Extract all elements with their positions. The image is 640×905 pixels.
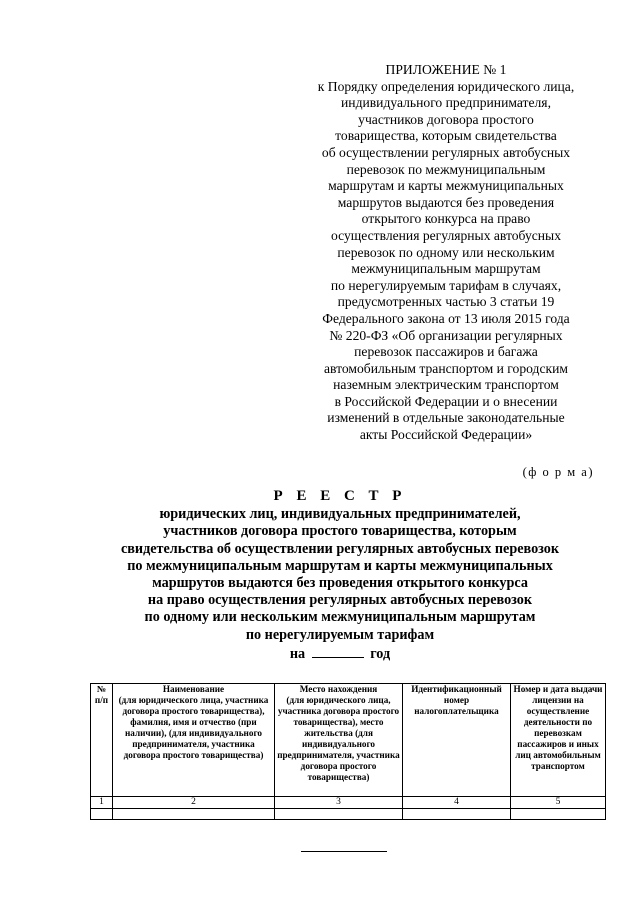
registry-title: [60, 488, 620, 663]
title-line: по межмуниципальным маршрутам и карты межмуниципальных: [127, 557, 553, 574]
appendix-line: открытого конкурса на право: [361, 211, 531, 227]
appendix-line: маршрутам и карты межмуниципальных: [328, 178, 564, 194]
appendix-header: [290, 62, 602, 444]
appendix-line: наземным электрическим транспортом: [333, 377, 559, 393]
table-cell: 4: [403, 797, 511, 809]
appendix-line: изменений в отдельные законодательные: [327, 410, 565, 426]
registry-table: [90, 683, 606, 820]
appendix-line: к Порядку определения юридического лица,: [317, 78, 575, 94]
appendix-line: в Российской Федерации и о внесении: [334, 393, 558, 409]
table-header-row: [91, 684, 606, 797]
appendix-line: перевозок пассажиров и багажа: [354, 344, 538, 360]
table-number-row: [91, 797, 606, 809]
header-location-title: Место нахождения: [299, 684, 378, 694]
table-row: [91, 809, 606, 820]
title-line: на право осуществления регулярных автобусных перевозок: [147, 592, 533, 609]
title-line: по нерегулируемым тарифам: [245, 626, 435, 643]
table-cell: 3: [275, 797, 403, 809]
table-cell: [275, 809, 403, 820]
appendix-line: Федерального закона от 13 июля 2015 года: [322, 310, 570, 326]
title-line: свидетельства об осуществлении регулярных автобусных перевозок: [120, 540, 560, 557]
appendix-line: акты Российской Федерации»: [359, 427, 533, 443]
header-license-title: Номер и дата выдачи лицензии на осуществление деятельности по перевозкам пассажиров и иных лиц автомобильным транспортом: [513, 684, 603, 771]
year-blank: [312, 644, 364, 658]
appendix-line: об осуществлении регулярных автобусных: [321, 144, 571, 160]
table-cell: [113, 809, 275, 820]
year-prefix: на: [289, 645, 306, 662]
header-location-note: (для юридического лица, участника договора простого товарищества), место жительства (для индивидуального предпринимателя, участника договора простого товарищества): [277, 695, 400, 782]
title-line: участников договора простого товарищества, которым: [163, 523, 517, 540]
table-cell: [403, 809, 511, 820]
appendix-line: осуществления регулярных автобусных: [330, 227, 561, 243]
header-name-title: Наименование: [162, 684, 225, 694]
header-number-title: № п/п: [94, 684, 109, 705]
year-suffix: год: [370, 645, 391, 662]
year-line: [60, 644, 620, 663]
appendix-line: перевозок по одному или нескольким: [337, 244, 555, 260]
appendix-line: перевозок по межмуниципальным: [346, 161, 546, 177]
header-location: [275, 684, 403, 797]
header-name: [113, 684, 275, 797]
appendix-line: по нерегулируемым тарифам в случаях,: [330, 277, 562, 293]
appendix-line: межмуниципальным маршрутам: [351, 261, 541, 277]
title-line: юридических лиц, индивидуальных предпринимателей,: [159, 506, 521, 523]
table-cell: 1: [91, 797, 113, 809]
appendix-line: предусмотренных частью 3 статьи 19: [337, 294, 555, 310]
appendix-line: ПРИЛОЖЕНИЕ № 1: [385, 62, 507, 77]
header-license: [511, 684, 606, 797]
footer-divider: [301, 851, 387, 852]
header-name-note: (для юридического лица, участника договора простого товарищества), фамилия, имя и отчество (при наличии), (для индивидуального предпринимателя, участника договора простого товарищества): [118, 695, 269, 760]
appendix-line: индивидуального предпринимателя,: [341, 95, 551, 111]
header-number: [91, 684, 113, 797]
table-cell: 2: [113, 797, 275, 809]
appendix-line: маршрутов выдаются без проведения: [337, 194, 555, 210]
header-inn-title: Идентификационный номер налогоплательщика: [411, 684, 502, 716]
table-cell: [91, 809, 113, 820]
table-cell: 5: [511, 797, 606, 809]
registry-heading: Р Е Е С Т Р: [273, 488, 407, 504]
form-label: (ф о р м а): [522, 465, 594, 479]
appendix-line: товарищества, которым свидетельства: [335, 128, 557, 144]
title-line: по одному или нескольким межмуниципальным маршрутам: [144, 609, 536, 626]
appendix-line: № 220-ФЗ «Об организации регулярных: [329, 327, 563, 343]
table-cell: [511, 809, 606, 820]
header-inn: [403, 684, 511, 797]
appendix-line: участников договора простого: [358, 111, 534, 127]
appendix-line: автомобильным транспортом и городским: [324, 360, 568, 376]
title-line: маршрутов выдаются без проведения открытого конкурса: [152, 575, 528, 592]
